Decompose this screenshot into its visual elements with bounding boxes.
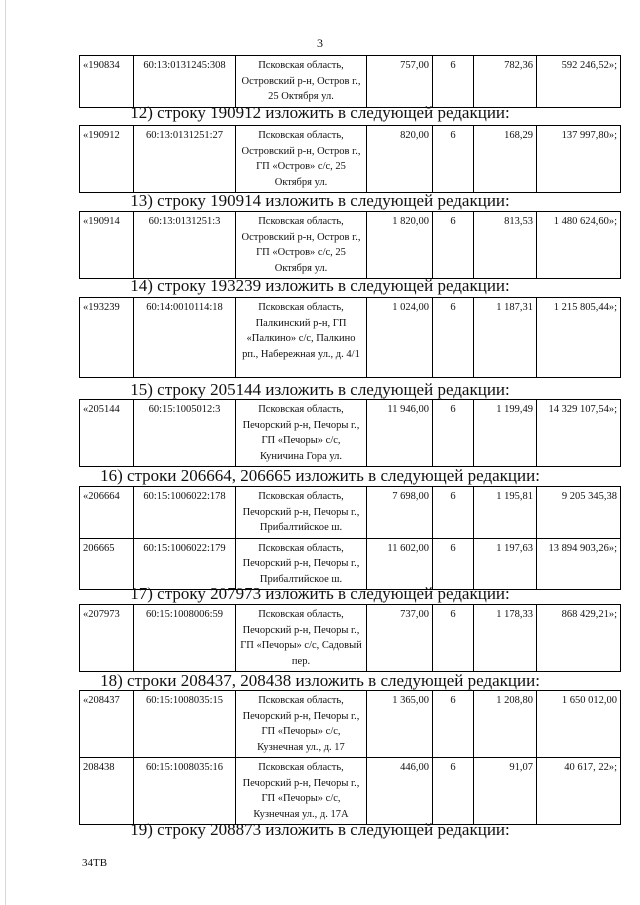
amendment-heading: 16) строки 206664, 206665 изложить в следующей редакции:	[100, 466, 540, 485]
cadastral-number-cell: 60:13:0131245:308	[134, 56, 236, 108]
address-cell: Псковская область, Печорский р-н, Печоры г., Прибалтийское ш.	[236, 487, 367, 539]
coefficient-cell: 6	[433, 487, 474, 539]
address-cell: Псковская область, Печорский р-н, Печоры г., ГП «Печоры» с/с, Садовый пер.	[236, 605, 367, 672]
unit-price-cell: 91,07	[474, 758, 537, 825]
area-cell: 11 946,00	[367, 400, 433, 467]
unit-price-cell: 782,36	[474, 56, 537, 108]
record-table	[79, 486, 621, 590]
unit-price-cell: 1 208,80	[474, 691, 537, 758]
cadastral-number-cell: 60:13:0131251:27	[134, 126, 236, 193]
area-cell: 7 698,00	[367, 487, 433, 539]
cadastral-number-cell: 60:15:1008006:59	[134, 605, 236, 672]
record-id-cell: 208438	[80, 758, 134, 825]
cadastral-number-cell: 60:15:1008035:16	[134, 758, 236, 825]
unit-price-cell: 1 199,49	[474, 400, 537, 467]
amendment-heading: 14) строку 193239 изложить в следующей редакции:	[130, 276, 510, 295]
total-value-cell: 9 205 345,38	[537, 487, 621, 539]
table-row	[80, 212, 621, 279]
record-table	[79, 604, 621, 672]
coefficient-cell: 6	[433, 212, 474, 279]
table-row	[80, 691, 621, 758]
footer-code: 34ТВ	[82, 857, 108, 869]
total-value-cell: 137 997,80»;	[537, 126, 621, 193]
record-table	[79, 297, 621, 378]
record-id-cell: «207973	[80, 605, 134, 672]
address-cell: Псковская область, Печорский р-н, Печоры г., ГП «Печоры» с/с, Кузнечная ул., д. 17	[236, 691, 367, 758]
cadastral-number-cell: 60:13:0131251:3	[134, 212, 236, 279]
coefficient-cell: 6	[433, 400, 474, 467]
table-row	[80, 538, 621, 590]
amendment-heading: 19) строку 208873 изложить в следующей редакции:	[130, 820, 510, 839]
record-id-cell: «193239	[80, 298, 134, 378]
unit-price-cell: 168,29	[474, 126, 537, 193]
total-value-cell: 13 894 903,26»;	[537, 538, 621, 590]
record-table	[79, 211, 621, 279]
cadastral-number-cell: 60:15:1006022:178	[134, 487, 236, 539]
unit-price-cell: 813,53	[474, 212, 537, 279]
record-table	[79, 55, 621, 108]
unit-price-cell: 1 178,33	[474, 605, 537, 672]
total-value-cell: 1 215 805,44»;	[537, 298, 621, 378]
table-row	[80, 758, 621, 825]
cadastral-number-cell: 60:15:1006022:179	[134, 538, 236, 590]
area-cell: 11 602,00	[367, 538, 433, 590]
amendment-heading: 18) строки 208437, 208438 изложить в следующей редакции:	[100, 671, 540, 690]
coefficient-cell: 6	[433, 605, 474, 672]
record-id-cell: «205144	[80, 400, 134, 467]
address-cell: Псковская область, Печорский р-н, Печоры г., ГП «Печоры» с/с, Кузнечная ул., д. 17А	[236, 758, 367, 825]
scan-edge-line	[5, 0, 6, 905]
address-cell: Псковская область, Печорский р-н, Печоры г., ГП «Печоры» с/с, Куничина Гора ул.	[236, 400, 367, 467]
amendment-heading: 12) строку 190912 изложить в следующей редакции:	[130, 103, 510, 122]
table-row	[80, 400, 621, 467]
amendment-heading: 15) строку 205144 изложить в следующей редакции:	[130, 380, 510, 399]
table-row	[80, 605, 621, 672]
table-row	[80, 298, 621, 378]
record-id-cell: «206664	[80, 487, 134, 539]
unit-price-cell: 1 197,63	[474, 538, 537, 590]
address-cell: Псковская область, Палкинский р-н, ГП «Палкино» с/с, Палкино рп., Набережная ул., д. 4/1	[236, 298, 367, 378]
record-id-cell: «190912	[80, 126, 134, 193]
coefficient-cell: 6	[433, 298, 474, 378]
total-value-cell: 40 617, 22»;	[537, 758, 621, 825]
total-value-cell: 14 329 107,54»;	[537, 400, 621, 467]
area-cell: 737,00	[367, 605, 433, 672]
record-table	[79, 399, 621, 467]
address-cell: Псковская область, Печорский р-н, Печоры г., Прибалтийское ш.	[236, 538, 367, 590]
cadastral-number-cell: 60:15:1005012:3	[134, 400, 236, 467]
total-value-cell: 592 246,52»;	[537, 56, 621, 108]
table-row	[80, 56, 621, 108]
record-id-cell: 206665	[80, 538, 134, 590]
address-cell: Псковская область, Островский р-н, Остров г., ГП «Остров» с/с, 25 Октября ул.	[236, 126, 367, 193]
coefficient-cell: 6	[433, 691, 474, 758]
table-row	[80, 126, 621, 193]
cadastral-number-cell: 60:15:1008035:15	[134, 691, 236, 758]
area-cell: 757,00	[367, 56, 433, 108]
coefficient-cell: 6	[433, 538, 474, 590]
coefficient-cell: 6	[433, 758, 474, 825]
coefficient-cell: 6	[433, 56, 474, 108]
address-cell: Псковская область, Островский р-н, Остров г., 25 Октября ул.	[236, 56, 367, 108]
area-cell: 1 365,00	[367, 691, 433, 758]
total-value-cell: 1 650 012,00	[537, 691, 621, 758]
total-value-cell: 868 429,21»;	[537, 605, 621, 672]
record-id-cell: «190914	[80, 212, 134, 279]
amendment-heading: 17) строку 207973 изложить в следующей редакции:	[130, 584, 510, 603]
total-value-cell: 1 480 624,60»;	[537, 212, 621, 279]
cadastral-number-cell: 60:14:0010114:18	[134, 298, 236, 378]
area-cell: 820,00	[367, 126, 433, 193]
record-id-cell: «190834	[80, 56, 134, 108]
area-cell: 446,00	[367, 758, 433, 825]
table-row	[80, 487, 621, 539]
unit-price-cell: 1 187,31	[474, 298, 537, 378]
address-cell: Псковская область, Островский р-н, Остров г., ГП «Остров» с/с, 25 Октября ул.	[236, 212, 367, 279]
record-id-cell: «208437	[80, 691, 134, 758]
area-cell: 1 024,00	[367, 298, 433, 378]
amendment-heading: 13) строку 190914 изложить в следующей редакции:	[130, 191, 510, 210]
area-cell: 1 820,00	[367, 212, 433, 279]
coefficient-cell: 6	[433, 126, 474, 193]
unit-price-cell: 1 195,81	[474, 487, 537, 539]
record-table	[79, 690, 621, 825]
record-table	[79, 125, 621, 193]
page-number: 3	[317, 36, 323, 50]
